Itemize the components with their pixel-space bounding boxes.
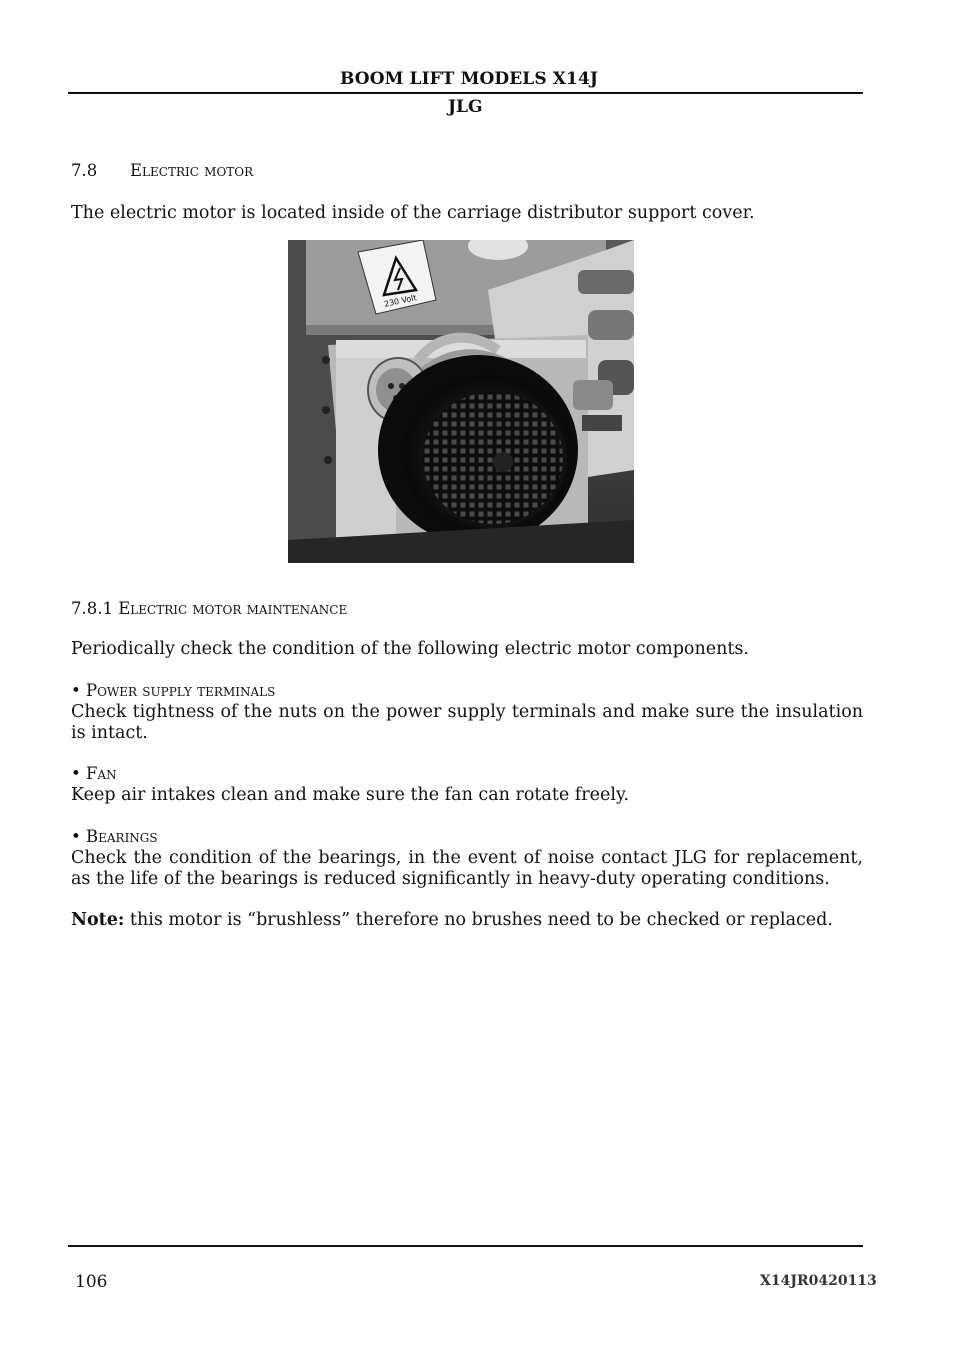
- item-title: Fan: [85, 764, 117, 783]
- bullet: •: [71, 764, 81, 783]
- subsection-intro: Periodically check the condition of the following electric motor components.: [71, 639, 749, 659]
- item-title: Power supply terminals: [85, 681, 276, 700]
- item-text: Check tightness of the nuts on the power supply terminals and make sure the insulation is intact.: [71, 702, 863, 743]
- note: [71, 910, 863, 931]
- section-intro: The electric motor is located inside of the carriage distributor support cover.: [71, 203, 755, 223]
- document-code: X14JR0420113: [760, 1273, 877, 1289]
- voltage-label: 230 Volt: [383, 293, 418, 309]
- bullet: •: [71, 681, 81, 700]
- electric-motor-photo: [288, 240, 634, 563]
- subsection-number: 7.8.1: [71, 599, 113, 618]
- item-heading: [71, 681, 275, 700]
- item-heading: [71, 827, 158, 846]
- motor-fan-cover: [378, 355, 578, 545]
- note-label: Note:: [71, 910, 125, 930]
- header-subtitle: JLG: [448, 97, 483, 117]
- subsection-title: Electric motor maintenance: [118, 599, 348, 618]
- subsection-heading: [71, 599, 347, 618]
- note-text: this motor is “brushless” therefore no brushes need to be checked or replaced.: [124, 910, 833, 930]
- item-title: Bearings: [85, 827, 158, 846]
- footer-divider: [68, 1245, 863, 1247]
- header-title: BOOM LIFT MODELS X14J: [340, 69, 599, 89]
- section-heading: [71, 161, 253, 180]
- item-text: Keep air intakes clean and make sure the fan can rotate freely.: [71, 785, 630, 805]
- section-number: 7.8: [71, 161, 98, 180]
- motor-illustration: [288, 240, 634, 563]
- header-divider: [68, 92, 863, 94]
- page-number: 106: [75, 1272, 108, 1292]
- item-heading: [71, 764, 117, 783]
- bullet: •: [71, 827, 81, 846]
- item-text: Check the condition of the bearings, in the event of noise contact JLG for replacement, as the life of the bearings is reduced significantly in heavy-duty operating conditions.: [71, 848, 863, 889]
- section-title: Electric motor: [130, 161, 254, 180]
